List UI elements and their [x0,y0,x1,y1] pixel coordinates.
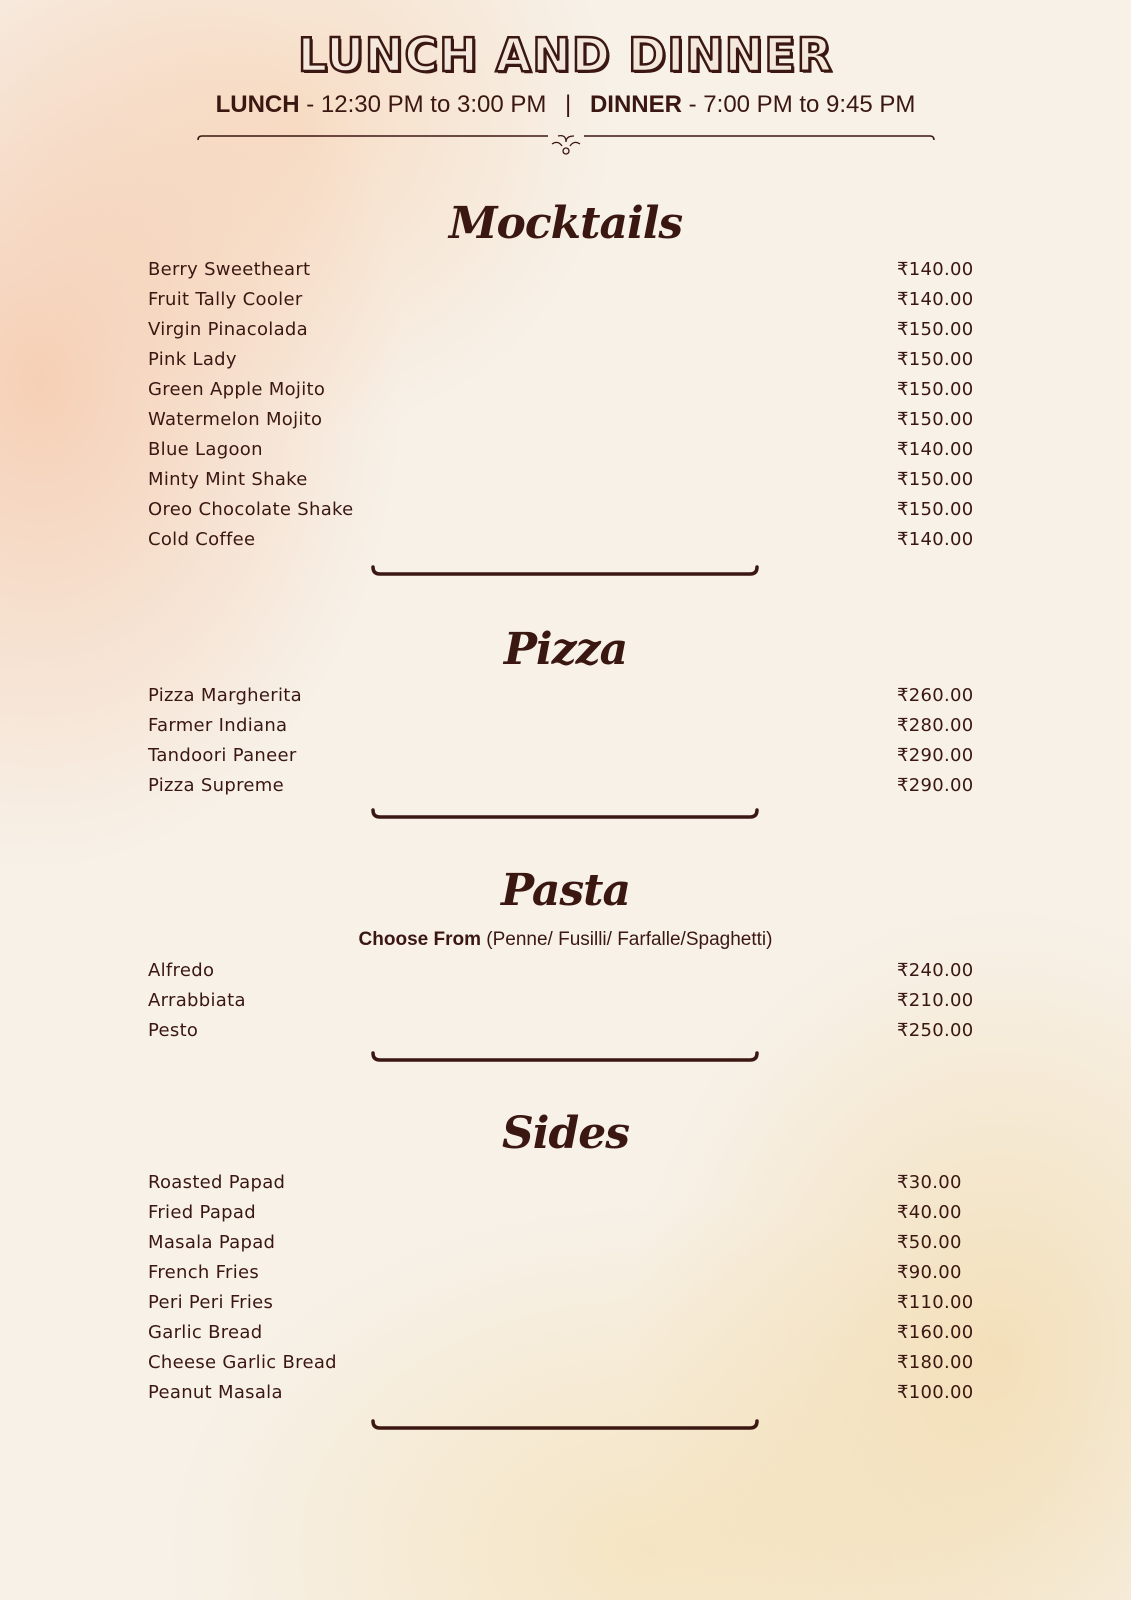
section-title-mocktails: Mocktails [448,198,683,249]
item-name: Fruit Tally Cooler [148,289,303,310]
menu-item [148,499,975,529]
page-title: LUNCH AND DINNER [297,28,834,82]
menu-item [148,1232,975,1262]
item-name: Farmer Indiana [148,715,288,736]
pasta-choice-note [0,929,1131,951]
header-ornament-rule [196,132,936,162]
menu-item [148,259,975,289]
menu-item [148,1292,975,1322]
item-price: ₹140.00 [897,439,974,460]
lunch-hours: - 12:30 PM to 3:00 PM [306,91,547,118]
item-price: ₹140.00 [897,259,974,280]
item-price: ₹150.00 [897,319,974,340]
item-price: ₹100.00 [897,1382,974,1403]
item-price: ₹290.00 [897,775,974,796]
lunch-label: LUNCH [215,91,300,118]
item-name: Watermelon Mojito [148,409,323,430]
dinner-label: DINNER [589,91,682,118]
item-name: Virgin Pinacolada [148,319,308,340]
menu-item [148,685,975,715]
menu-item [148,1322,975,1352]
menu-item [148,775,975,805]
menu-item [148,379,975,409]
note-label: Choose From [358,929,481,950]
menu-item [148,745,975,775]
item-name: Masala Papad [148,1232,276,1253]
item-price: ₹150.00 [897,409,974,430]
menu-item [148,289,975,319]
item-price: ₹160.00 [897,1322,974,1343]
item-name: Pink Lady [148,349,237,370]
item-name: Pesto [148,1020,199,1041]
item-price: ₹50.00 [897,1232,962,1253]
menu-item [148,439,975,469]
note-text: (Penne/ Fusilli/ Farfalle/Spaghetti) [486,929,773,950]
item-name: Pizza Supreme [148,775,284,796]
item-name: Blue Lagoon [148,439,263,460]
menu-item [148,990,975,1020]
item-price: ₹110.00 [897,1292,974,1313]
section-divider [370,1419,760,1433]
item-name: Oreo Chocolate Shake [148,499,354,520]
menu-item [148,409,975,439]
item-price: ₹250.00 [897,1020,974,1041]
item-name: Pizza Margherita [148,685,302,706]
menu-item [148,960,975,990]
item-price: ₹210.00 [897,990,974,1011]
item-name: Alfredo [148,960,215,981]
item-price: ₹30.00 [897,1172,962,1193]
hours-separator: | [565,91,572,118]
section-divider [370,565,760,579]
item-name: Cheese Garlic Bread [148,1352,337,1373]
menu-item [148,1172,975,1202]
item-name: Cold Coffee [148,529,256,550]
item-price: ₹150.00 [897,349,974,370]
item-price: ₹150.00 [897,469,974,490]
dinner-hours: - 7:00 PM to 9:45 PM [688,91,916,118]
item-price: ₹260.00 [897,685,974,706]
item-price: ₹240.00 [897,960,974,981]
menu-item [148,319,975,349]
item-price: ₹140.00 [897,529,974,550]
item-name: Roasted Papad [148,1172,286,1193]
menu-item [148,1352,975,1382]
menu-item [148,715,975,745]
section-title-sides: Sides [501,1108,630,1159]
item-price: ₹140.00 [897,289,974,310]
menu-item [148,529,975,559]
menu-item [148,469,975,499]
section-divider [370,1051,760,1065]
item-price: ₹180.00 [897,1352,974,1373]
item-price: ₹290.00 [897,745,974,766]
item-price: ₹40.00 [897,1202,962,1223]
item-price: ₹280.00 [897,715,974,736]
item-name: Peanut Masala [148,1382,283,1403]
item-name: Fried Papad [148,1202,256,1223]
item-name: Arrabbiata [148,990,246,1011]
section-title-pizza: Pizza [503,624,628,675]
item-price: ₹150.00 [897,379,974,400]
item-name: Garlic Bread [148,1322,263,1343]
menu-item [148,349,975,379]
item-price: ₹90.00 [897,1262,962,1283]
item-name: Tandoori Paneer [148,745,297,766]
item-name: Peri Peri Fries [148,1292,274,1313]
section-title-pasta: Pasta [500,865,631,916]
item-name: Berry Sweetheart [148,259,311,280]
menu-item [148,1020,975,1050]
item-price: ₹150.00 [897,499,974,520]
item-name: Green Apple Mojito [148,379,326,400]
item-name: Minty Mint Shake [148,469,308,490]
menu-item [148,1262,975,1292]
menu-item [148,1382,975,1412]
item-name: French Fries [148,1262,260,1283]
service-hours [0,91,1131,119]
menu-item [148,1202,975,1232]
section-divider [370,808,760,822]
